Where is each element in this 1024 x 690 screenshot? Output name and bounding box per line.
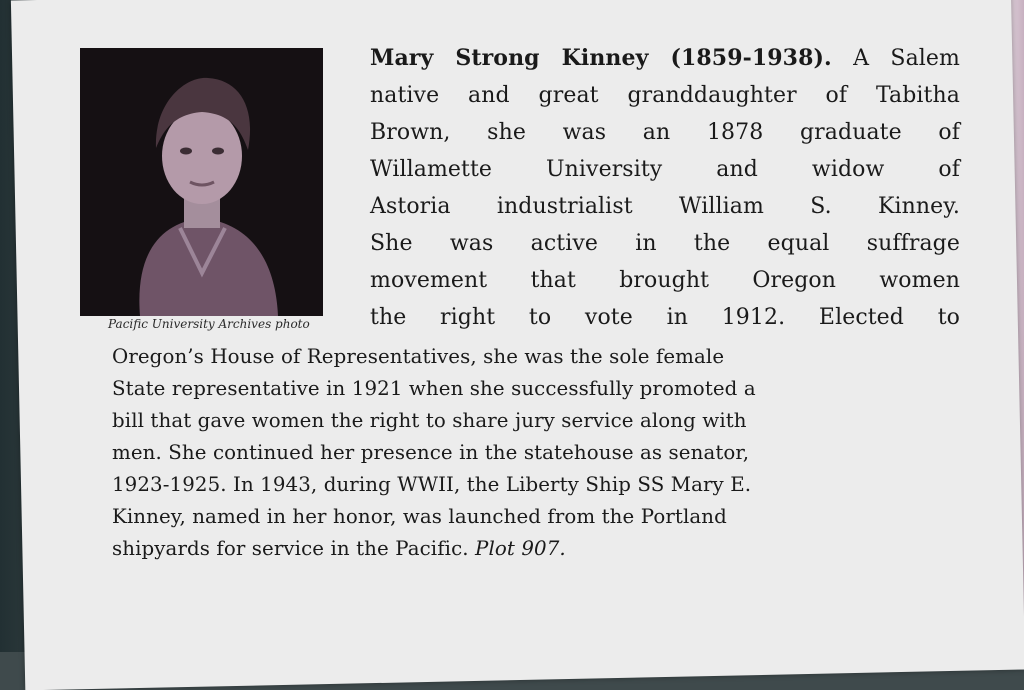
text-line-14: Kinney, named in her honor, was launched from the Portland bbox=[112, 505, 727, 528]
text-line-8: the right to vote in 1912. Elected to bbox=[370, 305, 960, 330]
text-line-11: bill that gave women the right to share jury service along with bbox=[112, 409, 747, 432]
text-line-12: men. She continued her presence in the statehouse as senator, bbox=[112, 441, 750, 464]
upper-paragraph bbox=[370, 40, 960, 336]
plot-number: Plot 907. bbox=[475, 537, 566, 560]
text-line-7: movement that brought Oregon women bbox=[370, 268, 960, 293]
text-line-2: native and great granddaughter of Tabitha bbox=[370, 83, 960, 108]
text-line-15: shipyards for service in the Pacific. Plot 907. bbox=[112, 537, 566, 560]
text-line-6: She was active in the equal suffrage bbox=[370, 231, 960, 256]
text-line-1: Mary Strong Kinney (1859-1938). A Salem bbox=[370, 45, 961, 71]
text-line-10: State representative in 1921 when she successfully promoted a bbox=[112, 377, 756, 400]
photo-credit: Pacific University Archives photo bbox=[108, 317, 310, 331]
portrait-photo bbox=[80, 48, 323, 316]
lower-paragraph bbox=[112, 341, 756, 565]
portrait-image bbox=[80, 48, 323, 316]
text-line-4: Willamette University and widow of bbox=[370, 157, 960, 182]
text-line-5: Astoria industrialist William S. Kinney. bbox=[370, 194, 960, 219]
text-line-13: 1923-1925. In 1943, during WWII, the Liberty Ship SS Mary E. bbox=[112, 473, 752, 496]
text-line-9: Oregon’s House of Representatives, she was the sole female bbox=[112, 345, 725, 368]
text-line-3: Brown, she was an 1878 graduate of bbox=[370, 120, 960, 145]
